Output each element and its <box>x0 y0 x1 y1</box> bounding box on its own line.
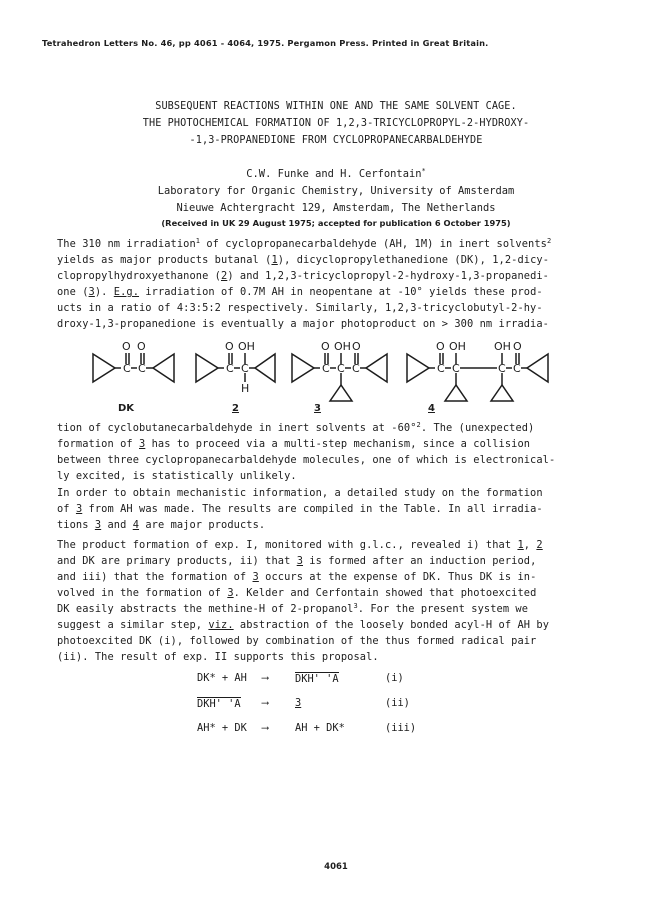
p4-line-4: volved in the formation of 3. Kelder and Cerfontain showed that photoexcited <box>57 587 537 599</box>
equation-1-arrow: ⟶ <box>262 672 269 684</box>
hydrogen-atom: H <box>241 382 250 395</box>
p4-line-6: suggest a similar step, viz. abstraction of the loosely bonded acyl-H of AH by <box>57 619 549 631</box>
hydroxyl-group: OH <box>494 340 511 353</box>
p2-line-2: formation of 3 has to proceed via a multi-step mechanism, since a collision <box>57 438 531 450</box>
p3-line-3: tions 3 and 4 are major products. <box>57 519 266 531</box>
article-title-line-2: THE PHOTOCHEMICAL FORMATION OF 1,2,3-TRICYCLOPROPYL-2-HYDROXY- <box>142 118 530 129</box>
oxygen-atom: O <box>225 340 234 353</box>
equation-3-arrow: ⟶ <box>262 722 269 734</box>
author-asterisk: * <box>421 167 426 175</box>
hydroxyl-group: OH <box>334 340 351 353</box>
carbon-atom: C <box>352 362 360 375</box>
oxygen-atom: O <box>122 340 131 353</box>
carbon-atom: C <box>452 362 460 375</box>
p2-line-4: ly excited, is statistically unlikely. <box>57 470 297 482</box>
structure-dk <box>93 340 174 414</box>
oxygen-atom: O <box>436 340 445 353</box>
carbon-atom: C <box>337 362 345 375</box>
equation-1-lhs: DK* + AH <box>197 672 247 684</box>
equation-3-lhs: AH* + DK <box>197 722 247 734</box>
oxygen-atom: O <box>513 340 522 353</box>
p3-line-1: In order to obtain mechanistic information, a detailed study on the formation <box>57 487 543 499</box>
p1-line-2: yields as major products butanal (1), dicyclopropylethanedione (DK), 1,2-dicy- <box>57 254 550 266</box>
equation-1-rhs: DKH' 'A <box>295 673 339 685</box>
p4-line-3: and iii) that the formation of 3 occurs at the expense of DK. Thus DK is in- <box>57 571 537 583</box>
p3-line-2: of 3 from AH was made. The results are compiled in the Table. In all irradia- <box>57 503 543 515</box>
p1-line-1: The 310 nm irradiation$^1$ of cyclopropanecarbaldehyde (AH, 1M) in inert solvents$^2$ <box>57 237 552 250</box>
carbon-atom: C <box>437 362 445 375</box>
equation-2-rhs: 3 <box>295 697 302 709</box>
article-title-line-1: SUBSEQUENT REACTIONS WITHIN ONE AND THE SAME SOLVENT CAGE. <box>155 101 517 112</box>
equation-2-arrow: ⟶ <box>262 697 269 709</box>
page-number: 4061 <box>324 862 348 872</box>
p1-line-3: clopropylhydroxyethanone (2) and 1,2,3-tricyclopropyl-2-hydroxy-1,3-propanedi- <box>57 270 549 282</box>
equation-1-label: (i) <box>385 672 404 684</box>
structure-label-2: 2 <box>232 403 239 414</box>
hydroxyl-group: OH <box>449 340 466 353</box>
structure-2 <box>196 340 275 414</box>
chemical-structures <box>0 335 672 435</box>
article-title-line-3: -1,3-PROPANEDIONE FROM CYCLOPROPANECARBALDEHYDE <box>189 135 483 146</box>
oxygen-atom: O <box>137 340 146 353</box>
p4-line-2: and DK are primary products, ii) that 3 is formed after an induction period, <box>57 555 537 567</box>
equation-2-lhs: DKH' 'A <box>197 698 241 710</box>
oxygen-atom: O <box>352 340 361 353</box>
equation-3-rhs: AH + DK* <box>295 722 345 734</box>
equation-2-label: (ii) <box>385 697 410 709</box>
carbon-atom: C <box>138 362 146 375</box>
p4-line-7: photoexcited DK (i), followed by combination of the thus formed radical pair <box>57 635 537 647</box>
carbon-atom: C <box>322 362 330 375</box>
oxygen-atom: O <box>321 340 330 353</box>
authors: C.W. Funke and H. Cerfontain* <box>246 167 426 180</box>
structure-label-dk: DK <box>118 403 135 414</box>
journal-header: Tetrahedron Letters No. 46, pp 4061 - 4064, 1975. Pergamon Press. Printed in Great Britain. <box>42 38 489 48</box>
p2-line-3: between three cyclopropanecarbaldehyde molecules, one of which is electronical- <box>57 454 556 466</box>
structure-3 <box>292 340 387 414</box>
p1-line-6: droxy-1,3-propanedione is eventually a major photoproduct on > 300 nm irradia- <box>57 318 549 330</box>
p2-line-1: tion of cyclobutanecarbaldehyde in inert solvents at -60°$^2$. The (unexpected) <box>57 421 535 434</box>
carbon-atom: C <box>241 362 249 375</box>
received-dates: (Received in UK 29 August 1975; accepted for publication 6 October 1975) <box>161 218 511 228</box>
p4-line-1: The product formation of exp. I, monitored with g.l.c., revealed i) that 1, 2 <box>57 539 543 551</box>
affiliation-line-2: Nieuwe Achtergracht 129, Amsterdam, The Netherlands <box>176 202 496 214</box>
p4-line-5: DK easily abstracts the methine-H of 2-propanol$^3$. For the present system we <box>57 602 529 615</box>
structure-label-3: 3 <box>314 403 321 414</box>
equation-3-label: (iii) <box>385 722 417 734</box>
p1-line-4: one (3). E.g. irradiation of 0.7M AH in neopentane at -10° yields these prod- <box>57 286 543 298</box>
p1-line-5: ucts in a ratio of 4:3:5:2 respectively. Similarly, 1,2,3-tricyclobutyl-2-hy- <box>57 302 543 314</box>
carbon-atom: C <box>498 362 506 375</box>
carbon-atom: C <box>513 362 521 375</box>
hydroxyl-group: OH <box>238 340 255 353</box>
structure-4 <box>407 340 548 414</box>
carbon-atom: C <box>226 362 234 375</box>
carbon-atom: C <box>123 362 131 375</box>
affiliation-line-1: Laboratory for Organic Chemistry, University of Amsterdam <box>157 185 515 197</box>
structure-label-4: 4 <box>428 403 435 414</box>
p4-line-8: (ii). The result of exp. II supports this proposal. <box>57 651 379 663</box>
